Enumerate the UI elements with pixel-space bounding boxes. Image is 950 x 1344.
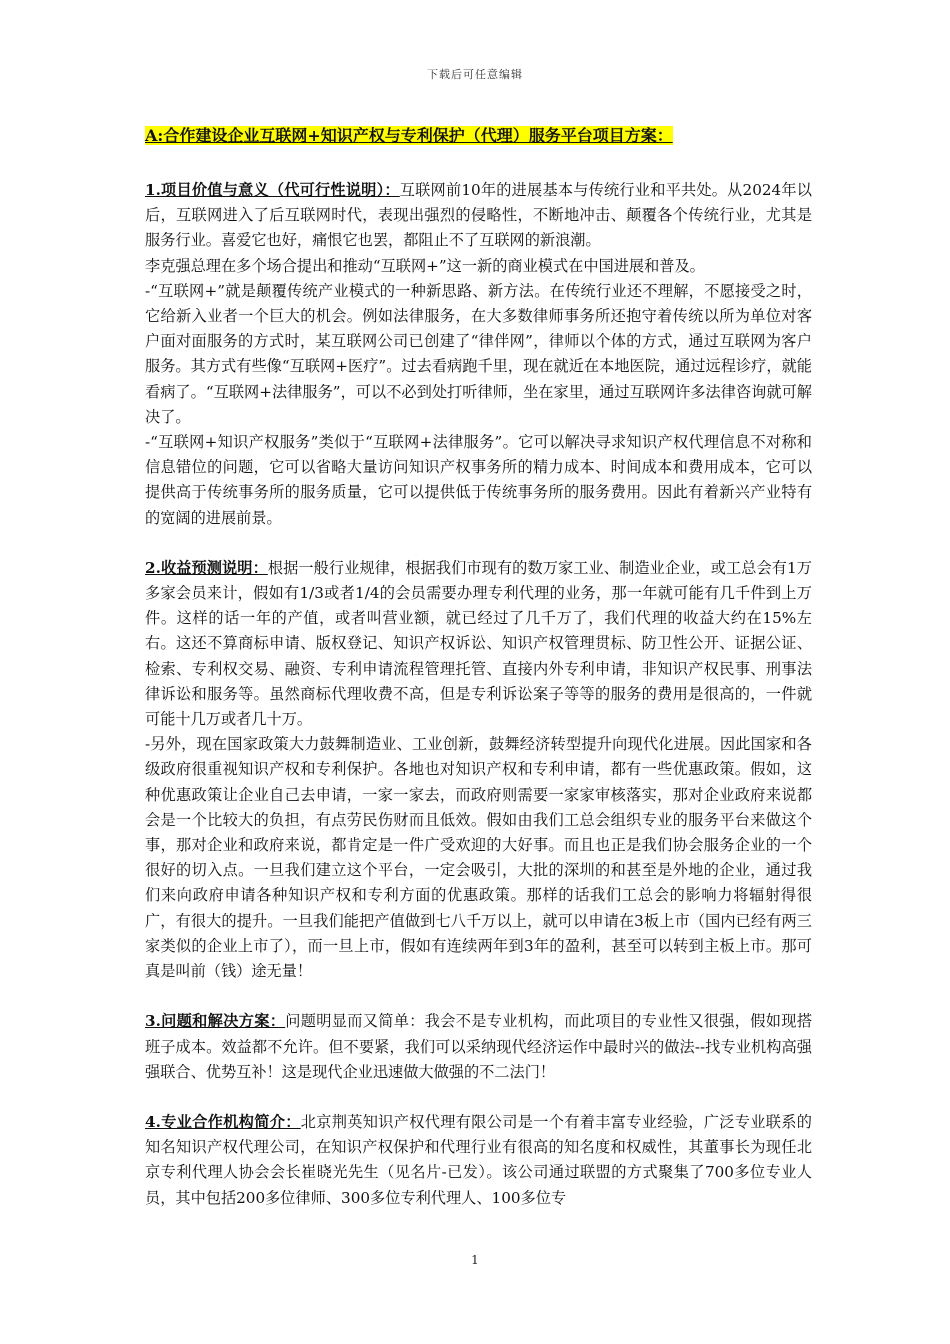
section-intro — [145, 178, 812, 254]
section-intro-text: 问题明显而又简单：我会不是专业机构，而此项目的专业性又很强，假如现搭班子成本。效益都不允许。但不要紧，我们可以采纳现代经济运作中最时兴的做法--找专业机构高强强联合、优势互补！这是现代企业迅速做大做强的不二法门！ — [145, 1012, 813, 1081]
section-intro — [145, 556, 812, 732]
paragraph: -“互联网+”就是颠覆传统产业模式的一种新思路、新方法。在传统行业还不理解，不愿接受之时，它给新入业者一个巨大的机会。例如法律服务，在大多数律师事务所还抱守着传统以所为单位对客户面对面服务的方式时，某互联网公司已创建了“律伴网”，律师以个体的方式，通过互联网为客户服务。其方式有些像“互联网+医疗”。过去看病跑千里，现在就近在本地医院，通过远程诊疗，就能看病了。“互联网+法律服务”，可以不必到处打听律师，坐在家里，通过互联网许多法律咨询就可解决了。 — [145, 281, 812, 426]
section-heading: 1.项目价值与意义（代可行性说明）： — [145, 181, 400, 199]
document-body — [145, 124, 812, 1236]
section-problem-solution — [145, 1009, 812, 1085]
section-project-value — [145, 178, 812, 531]
paragraph: 李克强总理在多个场合提出和推动“互联网+”这一新的商业模式在中国进展和普及。 — [145, 256, 705, 275]
page-number: 1 — [471, 1253, 479, 1267]
section-heading: 2.收益预测说明： — [145, 558, 268, 577]
document-title — [145, 124, 812, 148]
section-heading: 3.问题和解决方案： — [145, 1012, 286, 1031]
section-partner-intro — [145, 1110, 812, 1211]
section-intro-text: 根据一般行业规律，根据我们市现有的数万家工业、制造业企业，或工总会有1万多家会员来计，假如有1/3或者1/4的会员需要办理专利代理的业务，那一年就可能有几千件到上万件。这样的话一年的产值，或者叫营业额，就已经过了几千万了，我们代理的收益大约在15%左右。这还不算商标申请、版权登记、知识产权诉讼、知识产权管理贯标、防卫性公开、证据公证、检索、专利权交易、融资、专利申请流程管理托管、直接内外专利申请，非知识产权民事、刑事法律诉讼和服务等。虽然商标代理收费不高，但是专利诉讼案子等等的服务的费用是很高的，一件就可能十几万或者几十万。 — [145, 558, 812, 729]
section-intro-text: 互联网前10年的进展基本与传统行业和平共处。从2024年以后，互联网进入了后互联网时代，表现出强烈的侵略性，不断地冲击、颠覆各个传统行业，尤其是服务行业。喜爱它也好，痛恨它也罢，都阻止不了互联网的新浪潮。 — [145, 181, 812, 250]
document-title-text: A:合作建设企业互联网+知识产权与专利保护（代理）服务平台项目方案： — [145, 126, 673, 145]
header-note: 下载后可任意编辑 — [427, 68, 523, 81]
paragraph: -另外，现在国家政策大力鼓舞制造业、工业创新，鼓舞经济转型提升向现代化进展。因此国家和各级政府很重视知识产权和专利保护。各地也对知识产权和专利申请，都有一些优惠政策。假如，这种优惠政策让企业自己去申请，一家一家去，而政府则需要一家家审核落实，那对企业政府来说都会是一个比较大的负担，有点劳民伤财而且低效。假如由我们工总会组织专业的服务平台来做这个事，那对企业和政府来说，都肯定是一件广受欢迎的大好事。而且也正是我们协会服务企业的一个很好的切入点。一旦我们建立这个平台，一定会吸引，大批的深圳的和甚至是外地的企业，通过我们来向政府申请各种知识产权和专利方面的优惠政策。那样的话我们工总会的影响力将辐射得很广，有很大的提升。一旦我们能把产值做到七八千万以上，就可以申请在3板上市（国内已经有两三家类似的企业上市了），而一旦上市，假如有连续两年到3年的盈利，甚至可以转到主板上市。那可真是叫前（钱）途无量！ — [145, 735, 812, 981]
section-intro — [145, 1110, 812, 1211]
section-revenue-forecast — [145, 556, 812, 984]
section-intro-text: 北京荆英知识产权代理有限公司是一个有着丰富专业经验，广泛专业联系的知名知识产权代理公司，在知识产权保护和代理行业有很高的知名度和权威性，其董事长为现任北京专利代理人协会会长崔晓光先生（见名片-已发）。该公司通过联盟的方式聚集了700多位专业人员，其中包括200多位律师、300多位专利代理人、100多位专 — [145, 1112, 812, 1207]
section-heading: 4.专业合作机构简介： — [145, 1112, 301, 1131]
paragraph: -“互联网+知识产权服务”类似于“互联网+法律服务”。它可以解决寻求知识产权代理信息不对称和信息错位的问题，它可以省略大量访问知识产权事务所的精力成本、时间成本和费用成本，它可以提供高于传统事务所的服务质量，它可以提供低于传统事务所的服务费用。因此有着新兴产业特有的宽阔的进展前景。 — [145, 433, 812, 527]
section-intro — [145, 1009, 812, 1085]
